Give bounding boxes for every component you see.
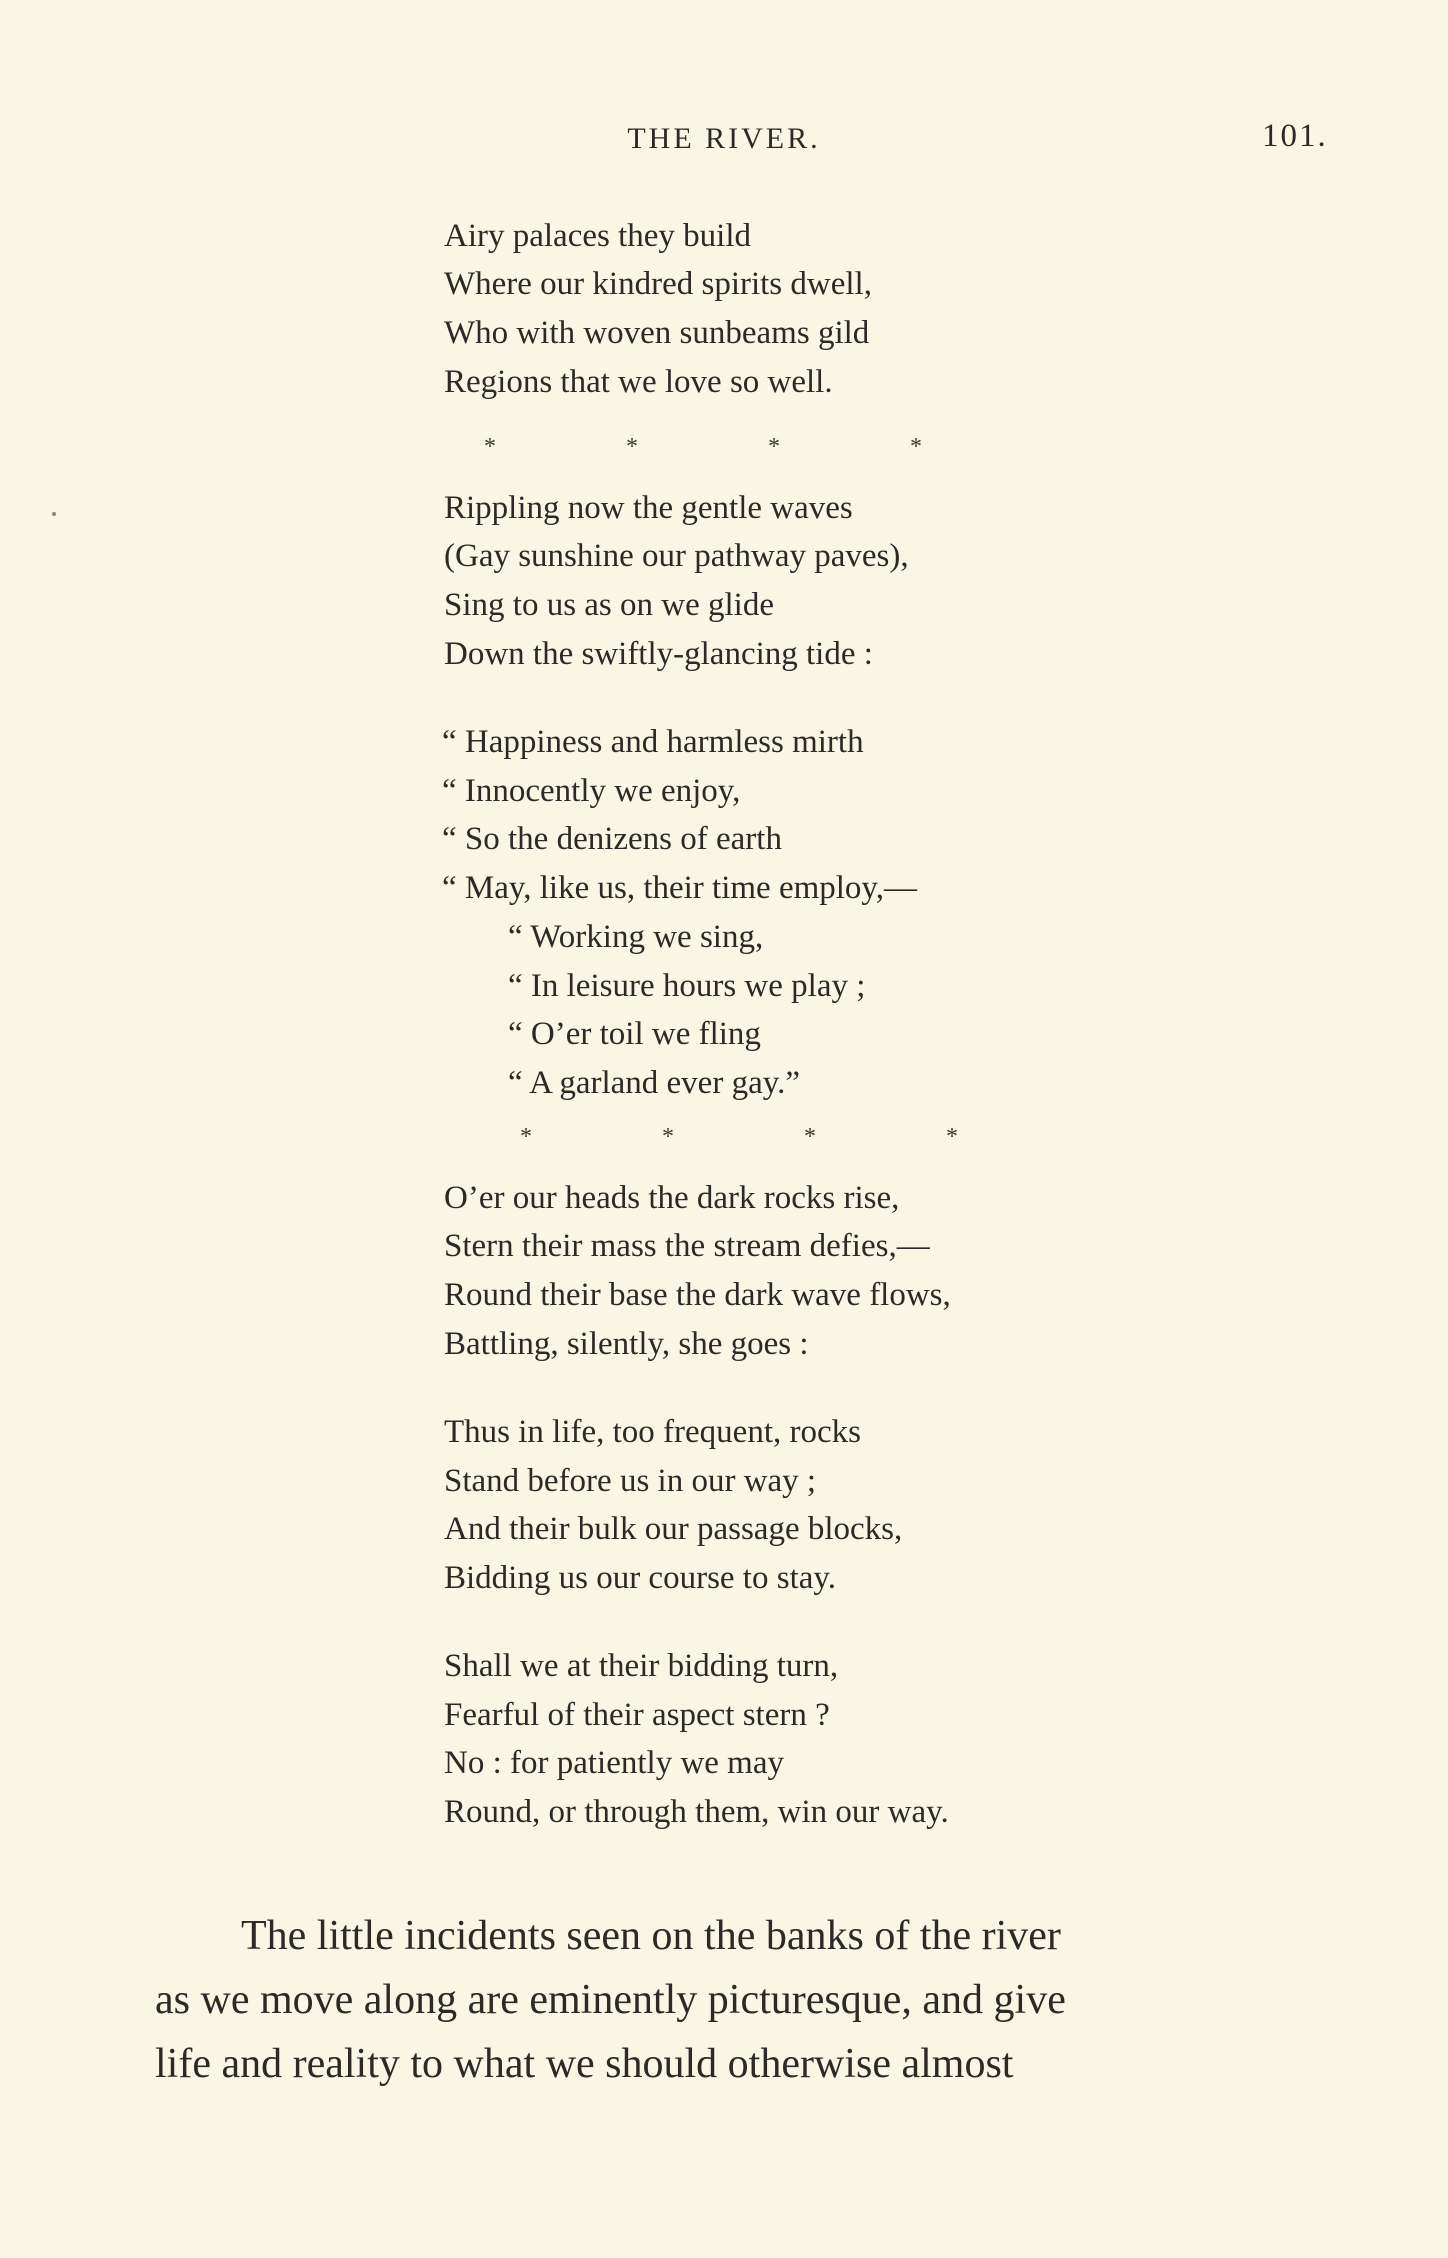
margin-speck <box>52 512 56 516</box>
poem-line: Where our kindred spirits dwell, <box>444 266 872 302</box>
asterisk: * <box>520 1124 532 1150</box>
poem-line: “ May, like us, their time employ,— <box>442 870 918 906</box>
poem-line: And their bulk our passage blocks, <box>444 1511 903 1547</box>
asterisk: * <box>484 434 496 460</box>
running-head: THE RIVER. <box>627 122 821 155</box>
poem-line: Bidding us our course to stay. <box>444 1560 836 1596</box>
asterisk: * <box>946 1124 958 1150</box>
asterisk: * <box>662 1124 674 1150</box>
poem-line: (Gay sunshine our pathway paves), <box>444 538 909 574</box>
asterisk: * <box>804 1124 816 1150</box>
poem-line: Airy palaces they build <box>444 218 751 254</box>
poem-line: “ Working we sing, <box>508 919 764 955</box>
prose-line: as we move along are eminently picturesque, and give <box>155 1977 1066 2023</box>
poem-line: Round, or through them, win our way. <box>444 1794 949 1830</box>
asterisk: * <box>910 434 922 460</box>
poem-line: “ Happiness and harmless mirth <box>442 724 864 760</box>
poem-line: Regions that we love so well. <box>444 364 833 400</box>
poem-line: Thus in life, too frequent, rocks <box>444 1414 861 1450</box>
poem-line: Fearful of their aspect stern ? <box>444 1697 830 1733</box>
poem-line: Rippling now the gentle waves <box>444 490 853 526</box>
section-break <box>484 432 1052 462</box>
prose-line: The little incidents seen on the banks of the river <box>241 1913 1061 1959</box>
poem-line: “ So the denizens of earth <box>442 821 782 857</box>
poem-line: Down the swiftly-glancing tide : <box>444 636 873 672</box>
poem-line: Round their base the dark wave flows, <box>444 1277 951 1313</box>
poem-line: “ O’er toil we fling <box>508 1016 761 1052</box>
poem-line: Who with woven sunbeams gild <box>444 315 870 351</box>
section-break <box>520 1122 1088 1152</box>
poem-line: “ A garland ever gay.” <box>508 1065 800 1101</box>
poem-line: No : for patiently we may <box>444 1745 784 1781</box>
poem-line: Battling, silently, she goes : <box>444 1326 809 1362</box>
poem-line: Sing to us as on we glide <box>444 587 774 623</box>
poem-line: “ Innocently we enjoy, <box>442 773 741 809</box>
poem-line: Stand before us in our way ; <box>444 1463 817 1499</box>
page-number: 101. <box>1262 118 1328 154</box>
asterisk: * <box>626 434 638 460</box>
asterisk: * <box>768 434 780 460</box>
prose-line: life and reality to what we should otherwise almost <box>155 2041 1014 2087</box>
poem-line: Shall we at their bidding turn, <box>444 1648 839 1684</box>
poem-line: O’er our heads the dark rocks rise, <box>444 1180 900 1216</box>
poem-line: Stern their mass the stream defies,— <box>444 1228 930 1264</box>
poem-line: “ In leisure hours we play ; <box>508 968 866 1004</box>
